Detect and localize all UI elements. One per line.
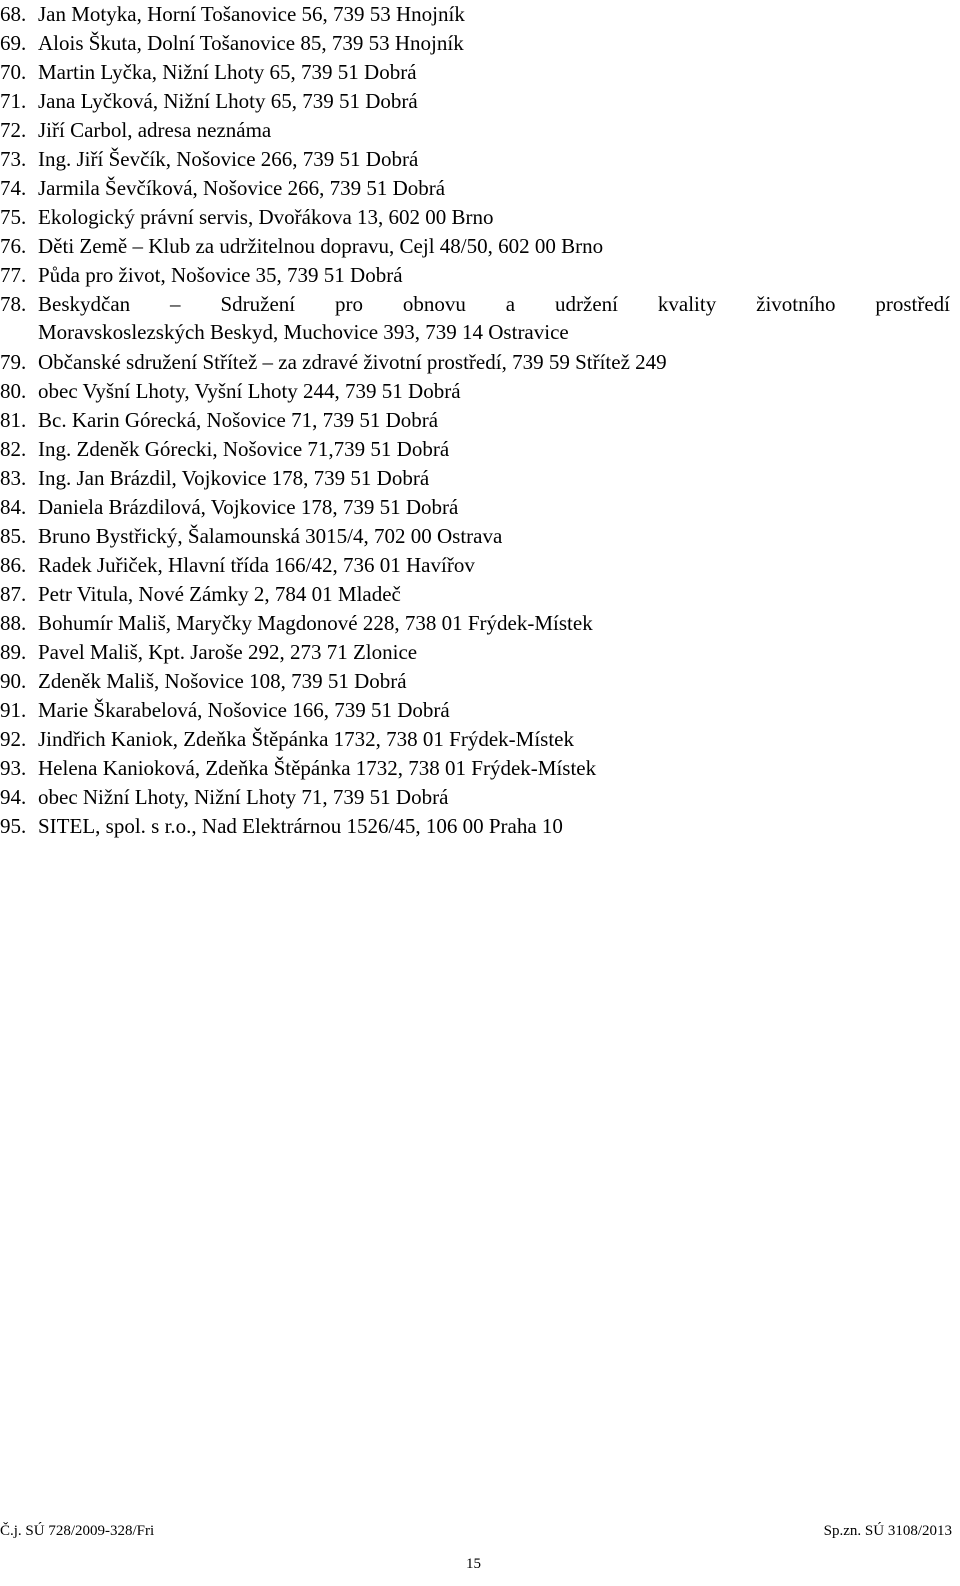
item-text: Občanské sdružení Střítež – za zdravé životní prostředí, 739 59 Střítež 249 (38, 350, 667, 374)
item-text: Bruno Bystřický, Šalamounská 3015/4, 702 00 Ostrava (38, 524, 503, 548)
item-number: 88. (0, 611, 27, 635)
page-number: 15 (466, 1556, 481, 1572)
item-number: 84. (0, 495, 27, 519)
item-text: Bc. Karin Górecká, Nošovice 71, 739 51 Dobrá (38, 408, 439, 432)
item-number: 85. (0, 524, 27, 548)
item-text (38, 290, 950, 346)
item-text: Jiří Carbol, adresa neznáma (38, 118, 272, 142)
item-text: SITEL, spol. s r.o., Nad Elektrárnou 1526/45, 106 00 Praha 10 (38, 814, 563, 838)
item-number: 76. (0, 234, 27, 258)
item-text: Půda pro život, Nošovice 35, 739 51 Dobrá (38, 263, 403, 287)
item-number: 93. (0, 756, 27, 780)
item-number: 75. (0, 205, 27, 229)
item-text: Alois Škuta, Dolní Tošanovice 85, 739 53 Hnojník (38, 31, 464, 55)
item-text: Ekologický právní servis, Dvořákova 13, 602 00 Brno (38, 205, 494, 229)
file-reference: Sp.zn. SÚ 3108/2013 (823, 1523, 952, 1539)
item-number: 74. (0, 176, 27, 200)
item-text: Radek Juřiček, Hlavní třída 166/42, 736 01 Havířov (38, 553, 475, 577)
item-number: 77. (0, 263, 27, 287)
item-text: Daniela Brázdilová, Vojkovice 178, 739 51 Dobrá (38, 495, 459, 519)
item-text: Ing. Zdeněk Górecki, Nošovice 71,739 51 Dobrá (38, 437, 450, 461)
item-number: 83. (0, 466, 27, 490)
item-number: 92. (0, 727, 27, 751)
item-text: Jarmila Ševčíková, Nošovice 266, 739 51 Dobrá (38, 176, 446, 200)
item-number: 72. (0, 118, 27, 142)
item-number: 73. (0, 147, 27, 171)
item-number: 89. (0, 640, 27, 664)
item-number: 82. (0, 437, 27, 461)
item-text: Marie Škarabelová, Nošovice 166, 739 51 Dobrá (38, 698, 450, 722)
item-text: Ing. Jan Brázdil, Vojkovice 178, 739 51 Dobrá (38, 466, 430, 490)
item-text: Petr Vitula, Nové Zámky 2, 784 01 Mladeč (38, 582, 401, 606)
item-number: 87. (0, 582, 27, 606)
item-number: 69. (0, 31, 27, 55)
item-number: 70. (0, 60, 27, 84)
case-reference: Č.j. SÚ 728/2009-328/Fri (0, 1523, 155, 1539)
item-number: 90. (0, 669, 27, 693)
item-number: 78. (0, 292, 27, 316)
item-number: 91. (0, 698, 27, 722)
item-number: 95. (0, 814, 27, 838)
item-text: obec Vyšní Lhoty, Vyšní Lhoty 244, 739 51 Dobrá (38, 379, 461, 403)
item-text-line-1: Beskydčan – Sdružení pro obnovu a udržení kvality životního prostředí (38, 292, 950, 316)
item-text: Jindřich Kaniok, Zdeňka Štěpánka 1732, 738 01 Frýdek-Místek (38, 727, 574, 751)
item-text: Bohumír Mališ, Maryčky Magdonové 228, 738 01 Frýdek-Místek (38, 611, 593, 635)
item-number: 71. (0, 89, 27, 113)
item-text: Zdeněk Mališ, Nošovice 108, 739 51 Dobrá (38, 669, 407, 693)
item-text: Děti Země – Klub za udržitelnou dopravu, Cejl 48/50, 602 00 Brno (38, 234, 604, 258)
item-number: 79. (0, 350, 27, 374)
item-text: Ing. Jiří Ševčík, Nošovice 266, 739 51 Dobrá (38, 147, 419, 171)
item-text: Jan Motyka, Horní Tošanovice 56, 739 53 Hnojník (38, 2, 465, 26)
item-number: 68. (0, 2, 27, 26)
item-number: 81. (0, 408, 27, 432)
item-number: 86. (0, 553, 27, 577)
item-text: obec Nižní Lhoty, Nižní Lhoty 71, 739 51 Dobrá (38, 785, 449, 809)
item-text: Pavel Mališ, Kpt. Jaroše 292, 273 71 Zlonice (38, 640, 418, 664)
item-text: Jana Lyčková, Nižní Lhoty 65, 739 51 Dobrá (38, 89, 418, 113)
item-text-line-2: Moravskoslezských Beskyd, Muchovice 393, 739 14 Ostravice (38, 320, 569, 344)
item-text: Helena Kanioková, Zdeňka Štěpánka 1732, 738 01 Frýdek-Místek (38, 756, 597, 780)
item-text: Martin Lyčka, Nižní Lhoty 65, 739 51 Dobrá (38, 60, 417, 84)
item-number: 80. (0, 379, 27, 403)
item-number: 94. (0, 785, 27, 809)
